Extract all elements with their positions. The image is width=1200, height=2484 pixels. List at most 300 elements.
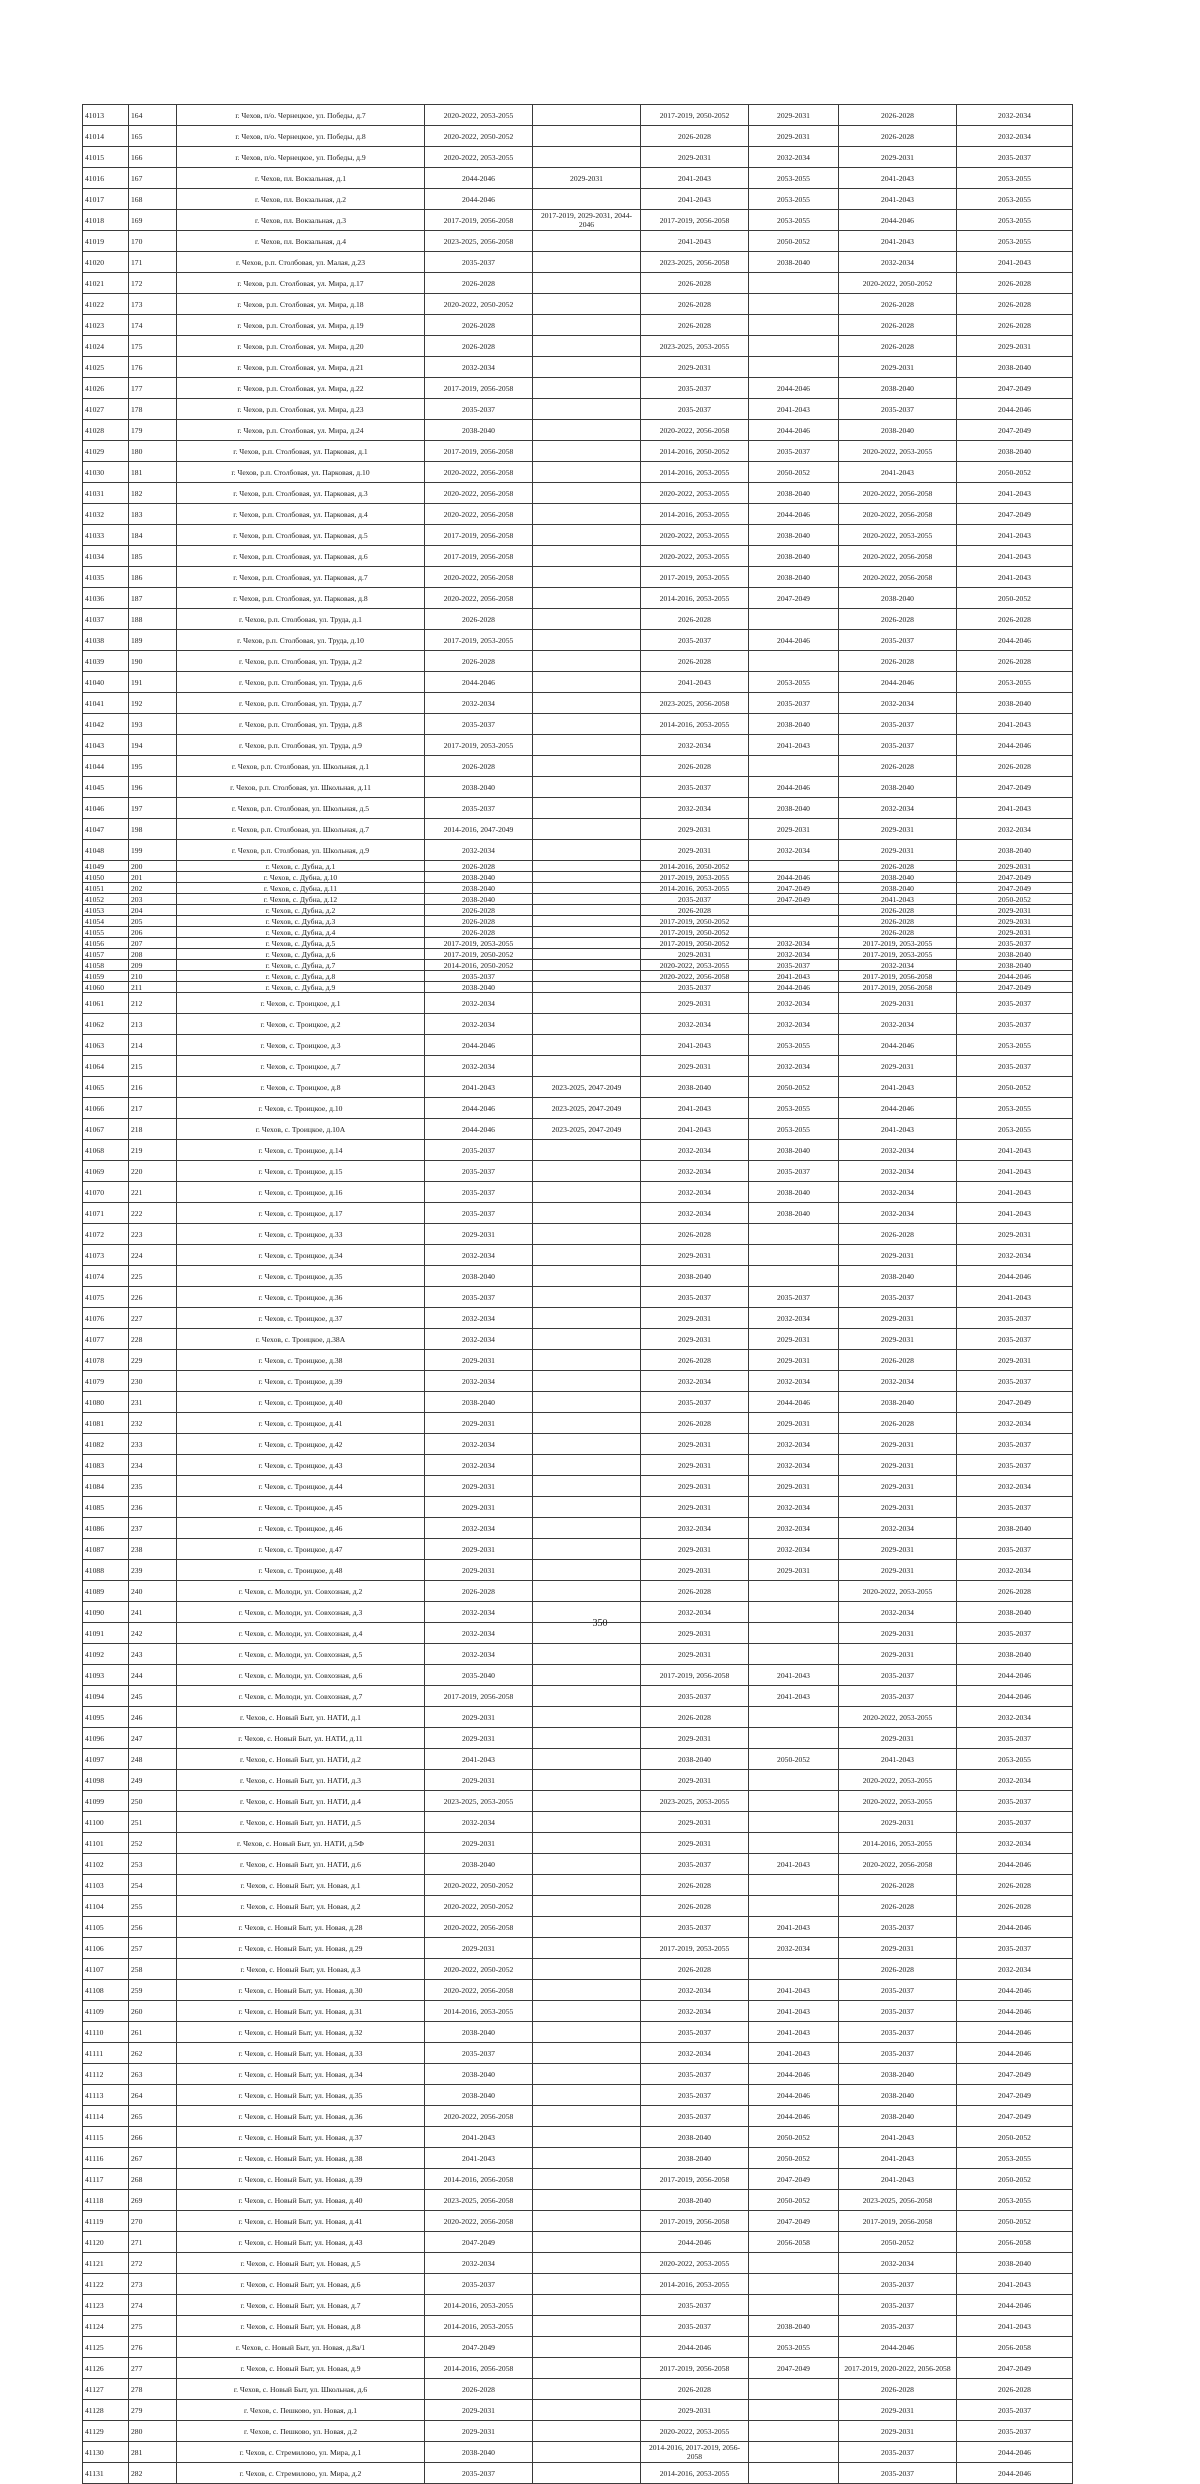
cell-row-number: 228 [129,1329,177,1350]
cell-period-e: 2026-2028 [839,1875,957,1896]
cell-period-d: 2032-2034 [749,1371,839,1392]
cell-period-e: 2020-2022, 2056-2058 [839,504,957,525]
cell-period-b [533,1896,641,1917]
cell-period-d [749,336,839,357]
cell-period-d: 2047-2049 [749,2358,839,2379]
cell-period-e: 2032-2034 [839,252,957,273]
cell-period-d: 2038-2040 [749,798,839,819]
cell-period-d: 2029-2031 [749,1329,839,1350]
cell-period-f: 2035-2037 [957,1455,1073,1476]
cell-record-id: 41123 [83,2295,129,2316]
cell-period-b [533,1812,641,1833]
cell-period-f: 2029-2031 [957,861,1073,872]
cell-period-e: 2035-2037 [839,2442,957,2463]
cell-period-e: 2020-2022, 2056-2058 [839,1854,957,1875]
cell-record-id: 41018 [83,210,129,231]
cell-period-d: 2053-2055 [749,672,839,693]
cell-record-id: 41126 [83,2358,129,2379]
cell-address: г. Чехов, р.п. Столбовая, ул. Труда, д.2 [177,651,425,672]
table-row [83,1203,1073,1224]
cell-period-a: 2014-2016, 2050-2052 [425,960,533,971]
cell-address: г. Чехов, с. Стремилово, ул. Мира, д.2 [177,2463,425,2484]
cell-period-e: 2020-2022, 2056-2058 [839,483,957,504]
cell-period-c: 2035-2037 [641,982,749,993]
cell-address: г. Чехов, с. Троицкое, д.40 [177,1392,425,1413]
cell-period-c: 2035-2037 [641,777,749,798]
cell-address: г. Чехов, с. Троицкое, д.44 [177,1476,425,1497]
cell-record-id: 41021 [83,273,129,294]
cell-address: г. Чехов, с. Молоди, ул. Совхозная, д.2 [177,1581,425,1602]
table-row [83,693,1073,714]
cell-period-d: 2044-2046 [749,630,839,651]
cell-row-number: 214 [129,1035,177,1056]
cell-period-a: 2047-2049 [425,2337,533,2358]
cell-period-b [533,546,641,567]
cell-address: г. Чехов, с. Дубна, д.9 [177,982,425,993]
cell-address: г. Чехов, с. Троицкое, д.35 [177,1266,425,1287]
cell-period-c: 2026-2028 [641,273,749,294]
table-row [83,756,1073,777]
cell-period-c: 2029-2031 [641,1245,749,1266]
cell-period-c: 2038-2040 [641,1749,749,1770]
cell-period-b: 2017-2019, 2029-2031, 2044-2046 [533,210,641,231]
cell-period-c: 2026-2028 [641,1959,749,1980]
cell-period-b [533,1686,641,1707]
cell-period-a: 2038-2040 [425,2085,533,2106]
cell-period-b [533,1350,641,1371]
cell-period-e: 2041-2043 [839,1077,957,1098]
cell-period-d [749,756,839,777]
table-row [83,916,1073,927]
table-row [83,819,1073,840]
cell-period-a: 2014-2016, 2053-2055 [425,2316,533,2337]
cell-period-c: 2041-2043 [641,672,749,693]
cell-period-e: 2044-2046 [839,672,957,693]
cell-address: г. Чехов, с. Троицкое, д.1 [177,993,425,1014]
cell-period-b [533,1959,641,1980]
cell-period-c: 2026-2028 [641,651,749,672]
cell-period-d: 2032-2034 [749,840,839,861]
cell-period-a: 2020-2022, 2056-2058 [425,462,533,483]
cell-period-c: 2029-2031 [641,819,749,840]
cell-address: г. Чехов, р.п. Столбовая, ул. Школьная, д.9 [177,840,425,861]
cell-period-e: 2032-2034 [839,1602,957,1623]
cell-address: г. Чехов, с. Троицкое, д.14 [177,1140,425,1161]
cell-period-b [533,294,641,315]
cell-period-f: 2050-2052 [957,462,1073,483]
cell-period-e: 2038-2040 [839,2085,957,2106]
cell-row-number: 224 [129,1245,177,1266]
cell-period-a: 2044-2046 [425,189,533,210]
cell-period-f: 2041-2043 [957,1161,1073,1182]
cell-period-b [533,1413,641,1434]
cell-period-c: 2023-2025, 2053-2055 [641,1791,749,1812]
cell-period-b [533,905,641,916]
cell-record-id: 41047 [83,819,129,840]
cell-period-d: 2032-2034 [749,1056,839,1077]
cell-address: г. Чехов, с. Новый Быт, ул. Новая, д.33 [177,2043,425,2064]
cell-period-a: 2029-2031 [425,1938,533,1959]
cell-address: г. Чехов, с. Троицкое, д.46 [177,1518,425,1539]
cell-period-f: 2035-2037 [957,938,1073,949]
cell-period-a: 2017-2019, 2056-2058 [425,546,533,567]
cell-address: г. Чехов, с. Троицкое, д.48 [177,1560,425,1581]
cell-address: г. Чехов, р.п. Столбовая, ул. Парковая, д.10 [177,462,425,483]
cell-period-a: 2020-2022, 2056-2058 [425,2106,533,2127]
cell-row-number: 172 [129,273,177,294]
cell-record-id: 41054 [83,916,129,927]
cell-period-c: 2035-2037 [641,1854,749,1875]
cell-period-d: 2032-2034 [749,938,839,949]
cell-period-a: 2029-2031 [425,1770,533,1791]
cell-period-a: 2032-2034 [425,1812,533,1833]
cell-row-number: 195 [129,756,177,777]
cell-period-d: 2047-2049 [749,588,839,609]
cell-period-f: 2038-2040 [957,693,1073,714]
table-row [83,2463,1073,2484]
cell-address: г. Чехов, р.п. Столбовая, ул. Труда, д.8 [177,714,425,735]
cell-period-d [749,1581,839,1602]
table-row [83,1539,1073,1560]
cell-period-c: 2038-2040 [641,1266,749,1287]
cell-period-a: 2020-2022, 2056-2058 [425,588,533,609]
cell-period-c: 2023-2025, 2056-2058 [641,693,749,714]
cell-period-e: 2017-2019, 2056-2058 [839,971,957,982]
cell-address: г. Чехов, с. Дубна, д.11 [177,883,425,894]
cell-period-a: 2032-2034 [425,1623,533,1644]
cell-period-f: 2044-2046 [957,1854,1073,1875]
cell-address: г. Чехов, с. Дубна, д.12 [177,894,425,905]
cell-period-c: 2032-2034 [641,1182,749,1203]
cell-period-c: 2017-2019, 2053-2055 [641,872,749,883]
cell-period-f: 2035-2037 [957,1434,1073,1455]
cell-period-c: 2038-2040 [641,2148,749,2169]
cell-record-id: 41042 [83,714,129,735]
cell-period-b [533,1476,641,1497]
cell-period-c: 2035-2037 [641,2106,749,2127]
cell-period-d: 2029-2031 [749,126,839,147]
table-row [83,1728,1073,1749]
cell-period-f: 2032-2034 [957,1707,1073,1728]
page-number: 350 [592,1618,608,1629]
cell-address: г. Чехов, с. Новый Быт, ул. Новая, д.28 [177,1917,425,1938]
cell-record-id: 41072 [83,1224,129,1245]
cell-period-e: 2035-2037 [839,1665,957,1686]
cell-record-id: 41119 [83,2211,129,2232]
cell-period-c: 2014-2016, 2017-2019, 2056-2058 [641,2442,749,2463]
cell-period-a: 2026-2028 [425,609,533,630]
cell-address: г. Чехов, с. Новый Быт, ул. Новая, д.29 [177,1938,425,1959]
cell-period-a: 2035-2037 [425,1140,533,1161]
cell-period-d: 2053-2055 [749,1098,839,1119]
cell-period-a: 2038-2040 [425,872,533,883]
cell-period-d: 2041-2043 [749,735,839,756]
table-row [83,567,1073,588]
table-row [83,1833,1073,1854]
table-row [83,2043,1073,2064]
cell-period-d [749,1770,839,1791]
cell-period-b [533,1728,641,1749]
cell-period-e: 2044-2046 [839,1098,957,1119]
cell-row-number: 237 [129,1518,177,1539]
table-row [83,294,1073,315]
cell-period-d: 2044-2046 [749,378,839,399]
cell-record-id: 41102 [83,1854,129,1875]
cell-period-a: 2014-2016, 2056-2058 [425,2358,533,2379]
cell-row-number: 271 [129,2232,177,2253]
table-row [83,2274,1073,2295]
cell-period-b [533,938,641,949]
cell-record-id: 41049 [83,861,129,872]
cell-period-c: 2026-2028 [641,1581,749,1602]
cell-period-b [533,714,641,735]
cell-row-number: 213 [129,1014,177,1035]
cell-period-a: 2029-2031 [425,1224,533,1245]
cell-period-f: 2029-2031 [957,1224,1073,1245]
cell-period-b [533,883,641,894]
cell-period-d: 2029-2031 [749,819,839,840]
cell-period-c: 2041-2043 [641,1035,749,1056]
cell-period-c: 2032-2034 [641,1602,749,1623]
cell-record-id: 41069 [83,1161,129,1182]
cell-address: г. Чехов, с. Троицкое, д.37 [177,1308,425,1329]
cell-row-number: 198 [129,819,177,840]
cell-period-e: 2026-2028 [839,126,957,147]
cell-address: г. Чехов, р.п. Столбовая, ул. Мира, д.20 [177,336,425,357]
cell-record-id: 41124 [83,2316,129,2337]
cell-row-number: 256 [129,1917,177,1938]
cell-row-number: 223 [129,1224,177,1245]
cell-period-b [533,2064,641,2085]
cell-period-b [533,982,641,993]
cell-period-d: 2029-2031 [749,1350,839,1371]
cell-address: г. Чехов, с. Троицкое, д.15 [177,1161,425,1182]
cell-period-e: 2035-2037 [839,1287,957,1308]
cell-record-id: 41089 [83,1581,129,1602]
cell-address: г. Чехов, р.п. Столбовая, ул. Труда, д.10 [177,630,425,651]
cell-period-e: 2029-2031 [839,1623,957,1644]
cell-period-c: 2026-2028 [641,756,749,777]
cell-address: г. Чехов, с. Молоди, ул. Совхозная, д.3 [177,1602,425,1623]
cell-period-b [533,651,641,672]
table-row [83,2190,1073,2211]
cell-period-f: 2029-2031 [957,336,1073,357]
cell-record-id: 41118 [83,2190,129,2211]
cell-period-e: 2026-2028 [839,756,957,777]
cell-period-f: 2041-2043 [957,1203,1073,1224]
cell-address: г. Чехов, с. Дубна, д.6 [177,949,425,960]
cell-record-id: 41028 [83,420,129,441]
cell-period-f: 2053-2055 [957,1749,1073,1770]
cell-period-c: 2020-2022, 2053-2055 [641,546,749,567]
cell-period-e: 2032-2034 [839,1371,957,1392]
cell-period-c: 2017-2019, 2053-2055 [641,1938,749,1959]
cell-row-number: 202 [129,883,177,894]
cell-period-f: 2041-2043 [957,525,1073,546]
cell-period-f: 2053-2055 [957,1119,1073,1140]
cell-row-number: 164 [129,105,177,126]
cell-period-c: 2032-2034 [641,1371,749,1392]
table-row [83,1245,1073,1266]
cell-period-d: 2032-2034 [749,1434,839,1455]
cell-address: г. Чехов, с. Молоди, ул. Совхозная, д.5 [177,1644,425,1665]
cell-period-c: 2032-2034 [641,2001,749,2022]
cell-row-number: 197 [129,798,177,819]
table-row [83,1707,1073,1728]
table-row [83,735,1073,756]
cell-period-b [533,2316,641,2337]
cell-period-a: 2029-2031 [425,1413,533,1434]
table-row [83,105,1073,126]
cell-period-d [749,609,839,630]
cell-period-e: 2017-2019, 2053-2055 [839,949,957,960]
cell-period-e: 2041-2043 [839,1749,957,1770]
cell-record-id: 41080 [83,1392,129,1413]
cell-period-f: 2053-2055 [957,672,1073,693]
cell-address: г. Чехов, с. Троицкое, д.7 [177,1056,425,1077]
cell-address: г. Чехов, с. Дубна, д.3 [177,916,425,927]
cell-period-a: 2020-2022, 2050-2052 [425,126,533,147]
cell-period-d: 2032-2034 [749,949,839,960]
cell-period-b [533,735,641,756]
cell-period-f: 2044-2046 [957,2295,1073,2316]
cell-period-b [533,1833,641,1854]
table-row [83,2337,1073,2358]
cell-address: г. Чехов, с. Троицкое, д.17 [177,1203,425,1224]
cell-period-e: 2029-2031 [839,1497,957,1518]
cell-record-id: 41082 [83,1434,129,1455]
table-row [83,1560,1073,1581]
cell-period-f: 2038-2040 [957,1644,1073,1665]
table-row [83,1581,1073,1602]
cell-period-a: 2020-2022, 2050-2052 [425,1959,533,1980]
cell-period-c: 2035-2037 [641,2022,749,2043]
table-row [83,1812,1073,1833]
cell-address: г. Чехов, с. Троицкое, д.2 [177,1014,425,1035]
cell-period-c: 2032-2034 [641,1014,749,1035]
table-row [83,1770,1073,1791]
cell-period-a: 2044-2046 [425,672,533,693]
cell-period-e: 2026-2028 [839,315,957,336]
cell-period-d: 2032-2034 [749,1014,839,1035]
cell-period-b [533,2001,641,2022]
table-row [83,894,1073,905]
cell-address: г. Чехов, с. Новый Быт, ул. Новая, д.3 [177,1959,425,1980]
cell-record-id: 41046 [83,798,129,819]
cell-record-id: 41127 [83,2379,129,2400]
cell-row-number: 234 [129,1455,177,1476]
cell-period-c: 2017-2019, 2056-2058 [641,2211,749,2232]
cell-row-number: 258 [129,1959,177,1980]
table-row [83,1371,1073,1392]
cell-period-c: 2041-2043 [641,189,749,210]
cell-address: г. Чехов, с. Троицкое, д.10 [177,1098,425,1119]
cell-period-f: 2032-2034 [957,1770,1073,1791]
cell-period-d [749,1959,839,1980]
table-row [83,1182,1073,1203]
cell-period-e: 2029-2031 [839,1728,957,1749]
cell-period-e: 2035-2037 [839,630,957,651]
cell-period-c: 2020-2022, 2053-2055 [641,2253,749,2274]
cell-address: г. Чехов, р.п. Столбовая, ул. Парковая, д.7 [177,567,425,588]
cell-row-number: 178 [129,399,177,420]
table-row [83,1791,1073,1812]
cell-record-id: 41103 [83,1875,129,1896]
cell-period-f: 2035-2037 [957,1791,1073,1812]
cell-row-number: 192 [129,693,177,714]
cell-period-d: 2038-2040 [749,567,839,588]
cell-period-a: 2032-2034 [425,1644,533,1665]
cell-record-id: 41068 [83,1140,129,1161]
cell-address: г. Чехов, с. Молоди, ул. Совхозная, д.7 [177,1686,425,1707]
cell-address: г. Чехов, с. Троицкое, д.3 [177,1035,425,1056]
cell-period-e: 2020-2022, 2056-2058 [839,546,957,567]
cell-period-d [749,1245,839,1266]
cell-record-id: 41024 [83,336,129,357]
cell-period-b [533,1497,641,1518]
cell-period-a: 2035-2037 [425,1182,533,1203]
cell-address: г. Чехов, с. Новый Быт, ул. Новая, д.43 [177,2232,425,2253]
cell-period-c: 2026-2028 [641,1350,749,1371]
cell-record-id: 41094 [83,1686,129,1707]
cell-period-b [533,2463,641,2484]
cell-period-f: 2044-2046 [957,971,1073,982]
cell-period-b [533,1791,641,1812]
cell-address: г. Чехов, с. Новый Быт, ул. Новая, д.41 [177,2211,425,2232]
cell-row-number: 272 [129,2253,177,2274]
cell-period-a: 2017-2019, 2056-2058 [425,525,533,546]
cell-address: г. Чехов, с. Дубна, д.7 [177,960,425,971]
cell-period-c: 2026-2028 [641,1413,749,1434]
cell-period-c: 2029-2031 [641,1497,749,1518]
cell-period-b [533,2211,641,2232]
cell-period-b [533,1434,641,1455]
cell-period-c: 2026-2028 [641,1707,749,1728]
cell-period-e: 2032-2034 [839,960,957,971]
cell-address: г. Чехов, с. Молоди, ул. Совхозная, д.6 [177,1665,425,1686]
cell-row-number: 215 [129,1056,177,1077]
cell-record-id: 41090 [83,1602,129,1623]
cell-period-e: 2041-2043 [839,2127,957,2148]
cell-period-c: 2026-2028 [641,1224,749,1245]
cell-period-d: 2044-2046 [749,777,839,798]
cell-address: г. Чехов, с. Новый Быт, ул. Новая, д.6 [177,2274,425,2295]
cell-record-id: 41078 [83,1350,129,1371]
cell-period-a: 2029-2031 [425,1476,533,1497]
cell-record-id: 41092 [83,1644,129,1665]
cell-period-a: 2026-2028 [425,756,533,777]
table-row [83,525,1073,546]
table-row [83,2064,1073,2085]
cell-period-e: 2020-2022, 2056-2058 [839,567,957,588]
cell-period-e: 2029-2031 [839,2421,957,2442]
cell-period-c: 2014-2016, 2053-2055 [641,504,749,525]
cell-row-number: 238 [129,1539,177,1560]
cell-record-id: 41105 [83,1917,129,1938]
cell-period-f: 2050-2052 [957,2211,1073,2232]
cell-record-id: 41065 [83,1077,129,1098]
cell-period-c: 2026-2028 [641,1875,749,1896]
table-row [83,1266,1073,1287]
cell-address: г. Чехов, с. Троицкое, д.41 [177,1413,425,1434]
table-row [83,210,1073,231]
cell-row-number: 252 [129,1833,177,1854]
cell-period-f: 2038-2040 [957,2253,1073,2274]
cell-period-b [533,1392,641,1413]
table-row [83,2211,1073,2232]
table-row [83,1413,1073,1434]
table-row [83,441,1073,462]
